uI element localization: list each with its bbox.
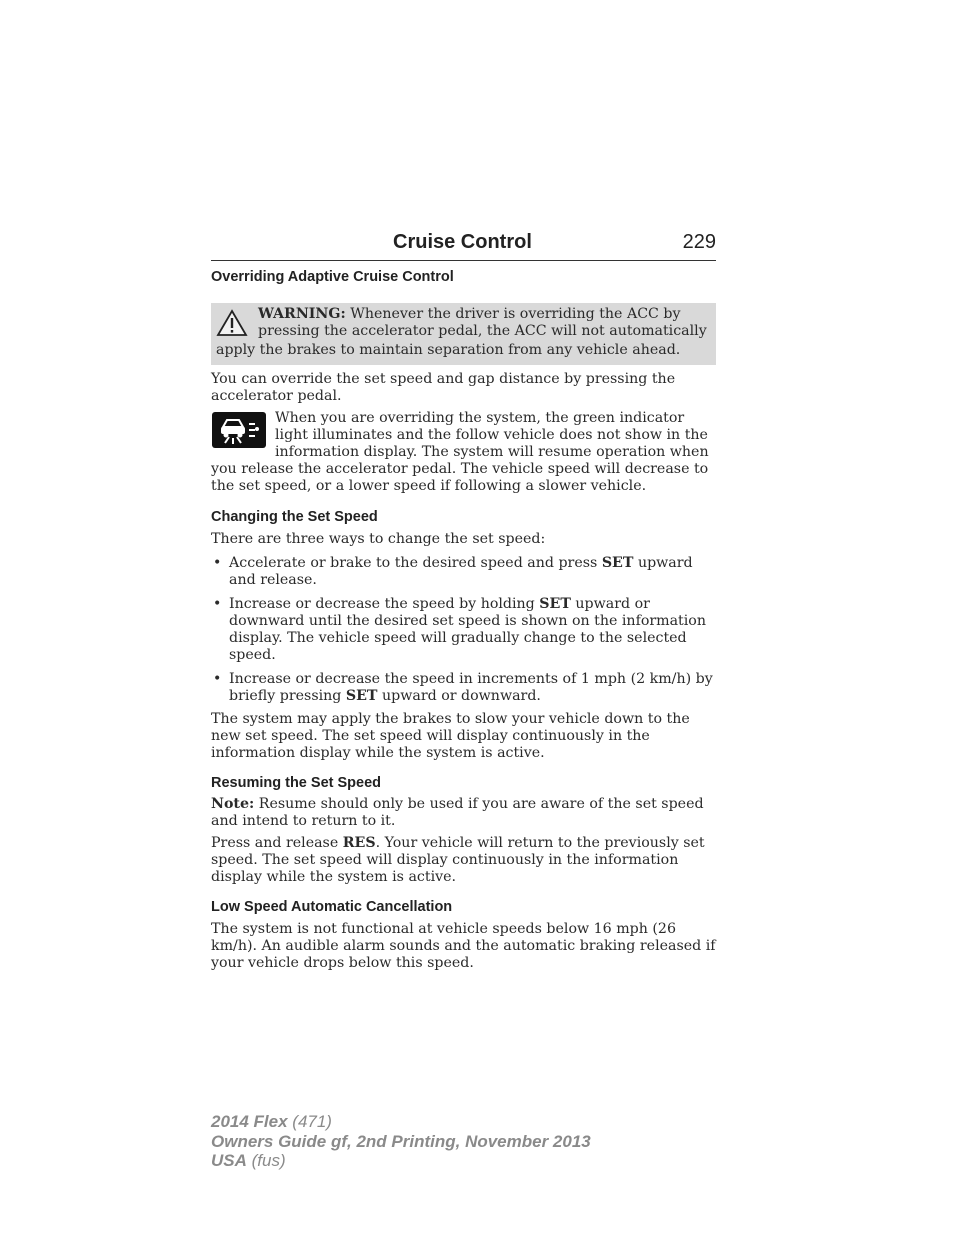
indicator-paragraph [211,410,716,495]
note-paragraph [211,796,716,830]
heading-low-speed: Low Speed Automatic Cancellation [211,899,453,915]
paragraph-override: You can override the set speed and gap distance by pressing the accelerator pedal. [211,371,676,404]
list-item: • Increase or decrease the speed by holding SET upward or downward until the desired set speed is shown on the information display. The vehicle speed will gradually change to the selected speed. [213,596,706,663]
paragraph-three-ways: There are three ways to change the set speed: [211,531,546,547]
note-text: Resume should only be used if you are aware of the set speed and intend to return to it. [211,796,704,829]
paragraph-resume: Press and release RES. Your vehicle will return to the previously set speed. The set speed will display continuously in the information display while the system is active. [211,835,705,885]
warning-text-1: Whenever the driver is overriding the ACC by [350,306,681,322]
warning-label: WARNING: [258,306,346,322]
footer-line-model: 2014 Flex (471) [211,1112,332,1131]
list-item: • Accelerate or brake to the desired speed and press SET upward and release. [213,555,693,588]
list-item: • Increase or decrease the speed in increments of 1 mph (2 km/h) by briefly pressing SET upward or downward. [213,671,713,704]
page-number: 229 [682,231,716,253]
page-header [211,228,716,261]
chapter-title: Cruise Control [393,231,532,253]
footer-line-guide: Owners Guide gf, 2nd Printing, November 2013 [211,1131,591,1151]
manual-page [211,228,716,972]
heading-overriding: Overriding Adaptive Cruise Control [211,269,454,285]
heading-changing: Changing the Set Speed [211,509,378,525]
warning-text-3: apply the brakes to maintain separation from any vehicle ahead. [216,342,681,358]
paragraph-brakes: The system may apply the brakes to slow your vehicle down to the new set speed. The set speed will display continuously in the information display while the system is active. [211,711,690,761]
note-label: Note: [211,796,255,812]
adaptive-cruise-indicator-icon [212,412,266,448]
footer-line-market: USA (fus) [211,1151,286,1170]
warning-text-2: pressing the accelerator pedal, the ACC will not automatically [258,323,707,339]
warning-box [211,303,716,365]
paragraph-low-speed: The system is not functional at vehicle speeds below 16 mph (26 km/h). An audible alarm sounds and the automatic braking released if your vehicle drops below this speed. [211,921,716,971]
paragraph-indicator: When you are overriding the system, the green indicator light illuminates and the follow vehicle does not show in the information display. The system will resume operation when you release the accelerator pedal. The vehicle speed will decrease to the set speed, or a lower speed if following a slower vehicle. [211,410,709,494]
page-footer [211,1112,591,1171]
set-speed-list [211,555,716,705]
heading-resuming: Resuming the Set Speed [211,775,382,791]
warning-triangle-icon [216,309,248,337]
